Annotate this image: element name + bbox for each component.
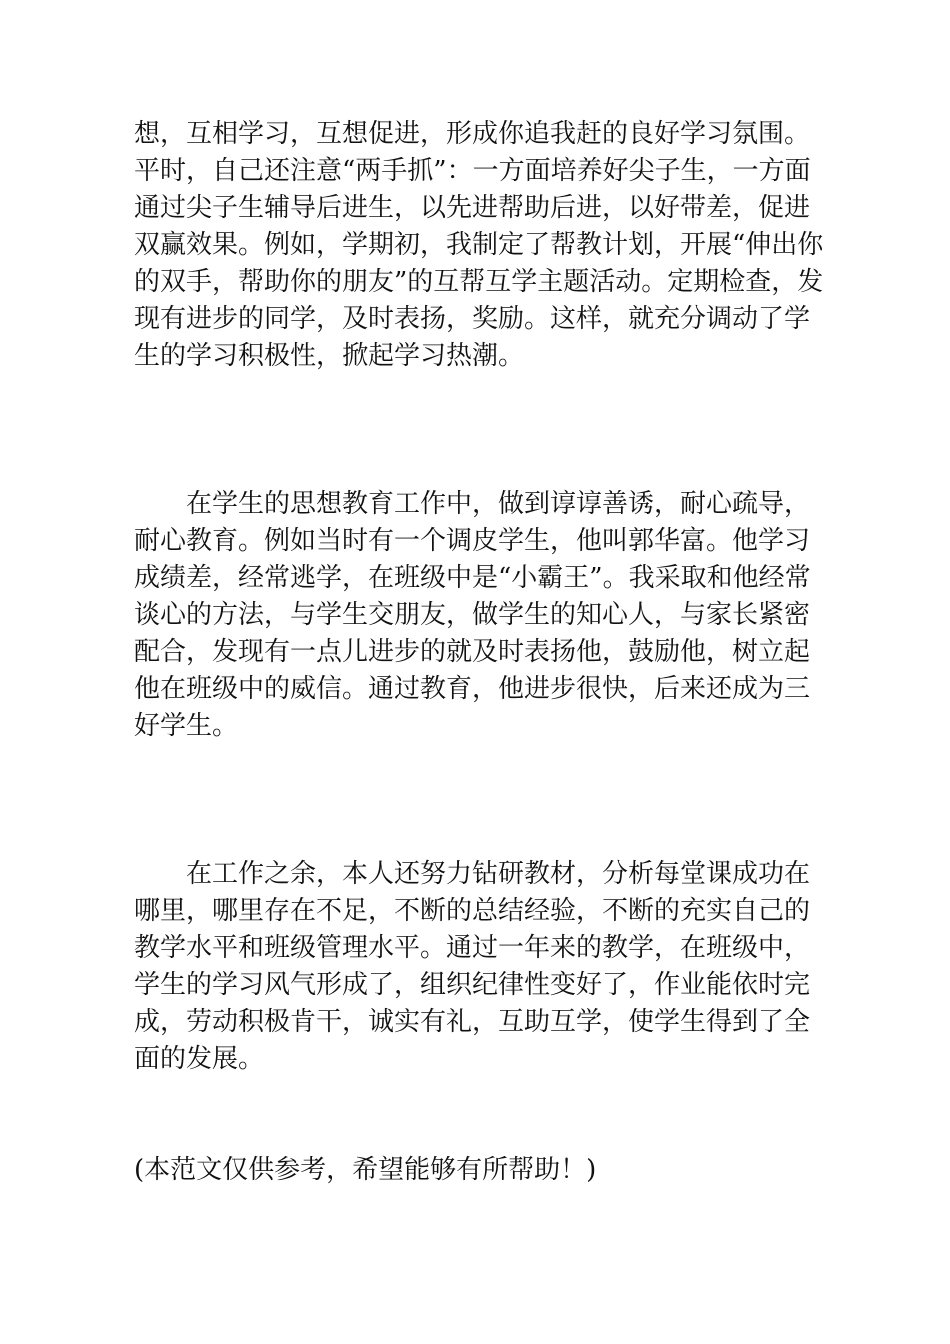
paragraph-line: 他在班级中的威信。通过教育，他进步很快，后来还成为三 [134, 674, 811, 704]
paragraph-line: 配合，发现有一点儿进步的就及时表扬他，鼓励他，树立起 [134, 637, 811, 667]
paragraph-line: 在工作之余，本人还努力钻研教材，分析每堂课成功在 [186, 859, 811, 889]
paragraph-line: 谈心的方法，与学生交朋友，做学生的知心人，与家长紧密 [134, 600, 811, 630]
paragraph-line: 生的学习积极性，掀起学习热潮。 [134, 341, 525, 371]
paragraph-3 [134, 856, 824, 1078]
paragraph-line: 学生的学习风气形成了，组织纪律性变好了，作业能依时完 [134, 970, 811, 1000]
paragraph-line: 哪里，哪里存在不足，不断的总结经验，不断的充实自己的 [134, 896, 811, 926]
paragraph-line: 双赢效果。例如，学期初，我制定了帮教计划，开展“伸出你 [134, 230, 824, 260]
paragraph-line: 的双手，帮助你的朋友”的互帮互学主题活动。定期检查，发 [134, 267, 824, 297]
paragraph-line: 好学生。 [134, 711, 239, 741]
paragraph-line: 平时，自己还注意“两手抓”：一方面培养好尖子生，一方面 [134, 156, 811, 186]
closing-note-line: (本范文仅供参考，希望能够有所帮助！) [134, 1155, 597, 1185]
closing-note [134, 1152, 824, 1189]
paragraph-line: 教学水平和班级管理水平。通过一年来的教学，在班级中， [134, 933, 811, 963]
paragraph-line: 现有进步的同学，及时表扬，奖励。这样，就充分调动了学 [134, 304, 811, 334]
paragraph-2 [134, 486, 824, 745]
paragraph-line: 面的发展。 [134, 1044, 265, 1074]
paragraph-line: 通过尖子生辅导后进生，以先进帮助后进，以好带差，促进 [134, 193, 811, 223]
paragraph-line: 想，互相学习，互想促进，形成你追我赶的良好学习氛围。 [134, 119, 811, 149]
paragraph-1 [134, 116, 824, 375]
paragraph-line: 成绩差，经常逃学，在班级中是“小霸王”。我采取和他经常 [134, 563, 811, 593]
paragraph-line: 耐心教育。例如当时有一个调皮学生，他叫郭华富。他学习 [134, 526, 811, 556]
paragraph-line: 在学生的思想教育工作中，做到谆谆善诱，耐心疏导， [186, 489, 811, 519]
paragraph-line: 成，劳动积极肯干，诚实有礼，互助互学，使学生得到了全 [134, 1007, 811, 1037]
